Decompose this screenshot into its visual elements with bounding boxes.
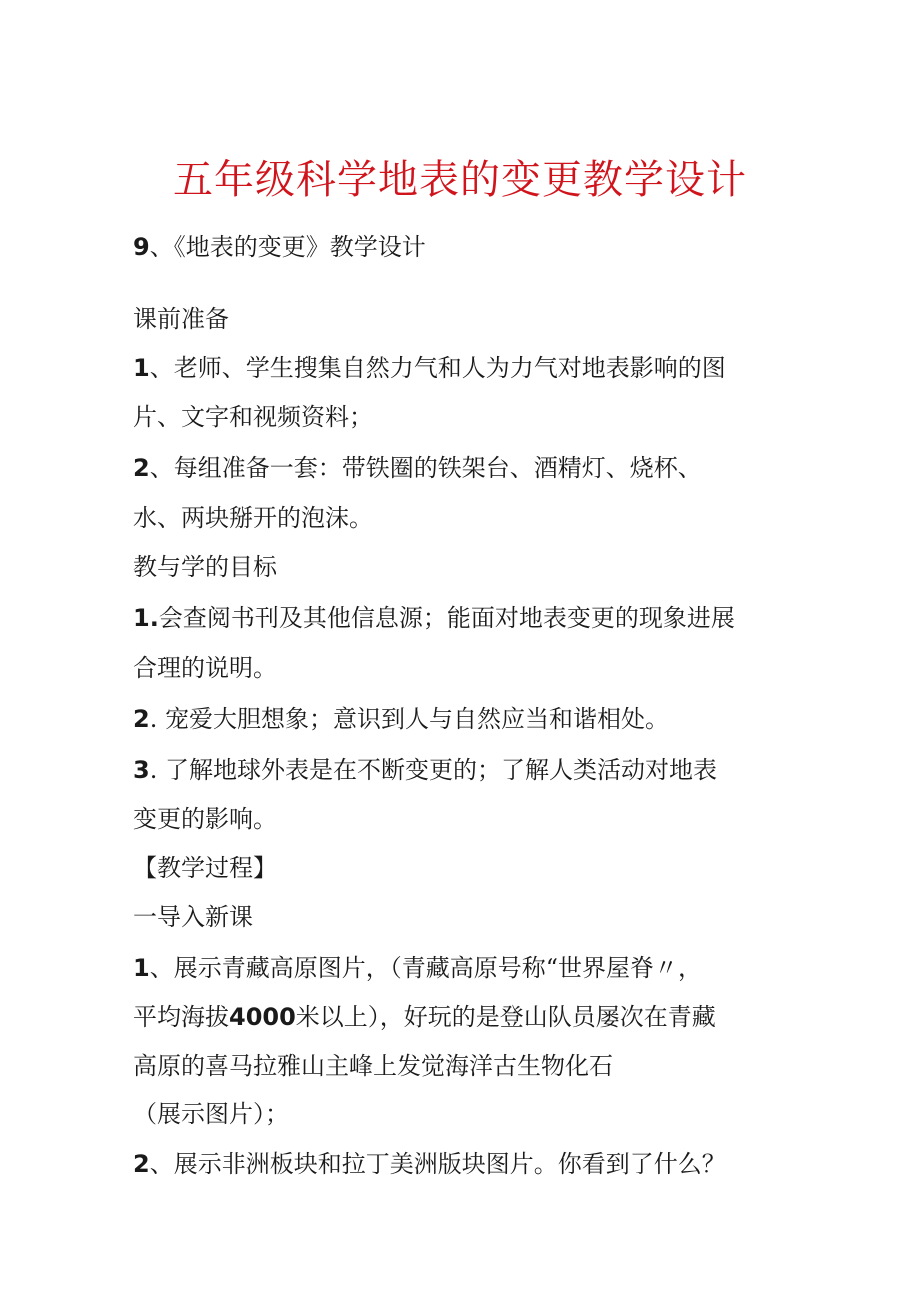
line-number: 1 (133, 954, 150, 982)
line-text: 一导入新课 (133, 903, 253, 931)
section-heading (133, 851, 277, 885)
line-text: 高原的喜马拉雅山主峰上发觉海洋古生物化石 (133, 1052, 613, 1080)
subtitle-line (133, 230, 426, 264)
paragraph-line (133, 1049, 613, 1083)
paragraph-line (133, 351, 726, 385)
line-text: 、展示非洲板块和拉丁美洲版块图片。你看到了什么？ (149, 1150, 726, 1178)
line-number: 1. (133, 604, 159, 632)
line-text: . 了解地球外表是在不断变更的；了解人类活动对地表 (149, 756, 717, 784)
paragraph-line (133, 1097, 289, 1131)
line-text: 变更的影响。 (133, 805, 277, 833)
line-text: 【教学过程】 (133, 854, 277, 882)
line-text: 、每组准备一套：带铁圈的铁架台、酒精灯、烧杯、 (149, 454, 702, 482)
line-number: 4000 (229, 1003, 296, 1031)
paragraph-line (133, 802, 277, 836)
section-heading (133, 550, 277, 584)
line-text: 教与学的目标 (133, 553, 277, 581)
section-heading (133, 302, 229, 336)
line-text: . 宠爱大胆想象；意识到人与自然应当和谐相处。 (149, 705, 669, 733)
paragraph-line (133, 400, 373, 434)
paragraph-line (133, 501, 373, 535)
section-heading (133, 900, 253, 934)
line-text: 水、两块掰开的泡沫。 (133, 504, 373, 532)
line-text: 、展示青藏高原图片，（青藏高原号称“世界屋脊〃， (149, 954, 702, 982)
paragraph-line (133, 651, 277, 685)
paragraph-line (133, 702, 669, 736)
paragraph-line (133, 451, 702, 485)
line-number: 1 (133, 354, 150, 382)
line-text: 片、文字和视频资料； (133, 403, 373, 431)
line-number: 3 (133, 756, 150, 784)
paragraph-line (133, 601, 735, 635)
line-number: 2 (133, 1150, 150, 1178)
line-text: 米以上），好玩的是登山队员屡次在青藏 (295, 1003, 716, 1031)
line-text: （展示图片）； (133, 1100, 289, 1128)
line-text: 会查阅书刊及其他信息源；能面对地表变更的现象进展 (158, 604, 735, 632)
paragraph-line (133, 951, 702, 985)
document-title: 五年级科学地表的变更教学设计 (173, 157, 747, 203)
line-text: 、《地表的变更》教学设计 (149, 233, 426, 261)
paragraph-line (133, 753, 717, 787)
paragraph-line (133, 1147, 726, 1181)
line-text: 、老师、学生搜集自然力气和人为力气对地表影响的图 (149, 354, 726, 382)
paragraph-line (133, 1000, 716, 1034)
line-text: 课前准备 (133, 305, 229, 333)
line-text: 合理的说明。 (133, 654, 277, 682)
line-text: 平均海拔 (133, 1003, 229, 1031)
line-number: 2 (133, 705, 150, 733)
line-number: 2 (133, 454, 150, 482)
line-number: 9 (133, 233, 150, 261)
